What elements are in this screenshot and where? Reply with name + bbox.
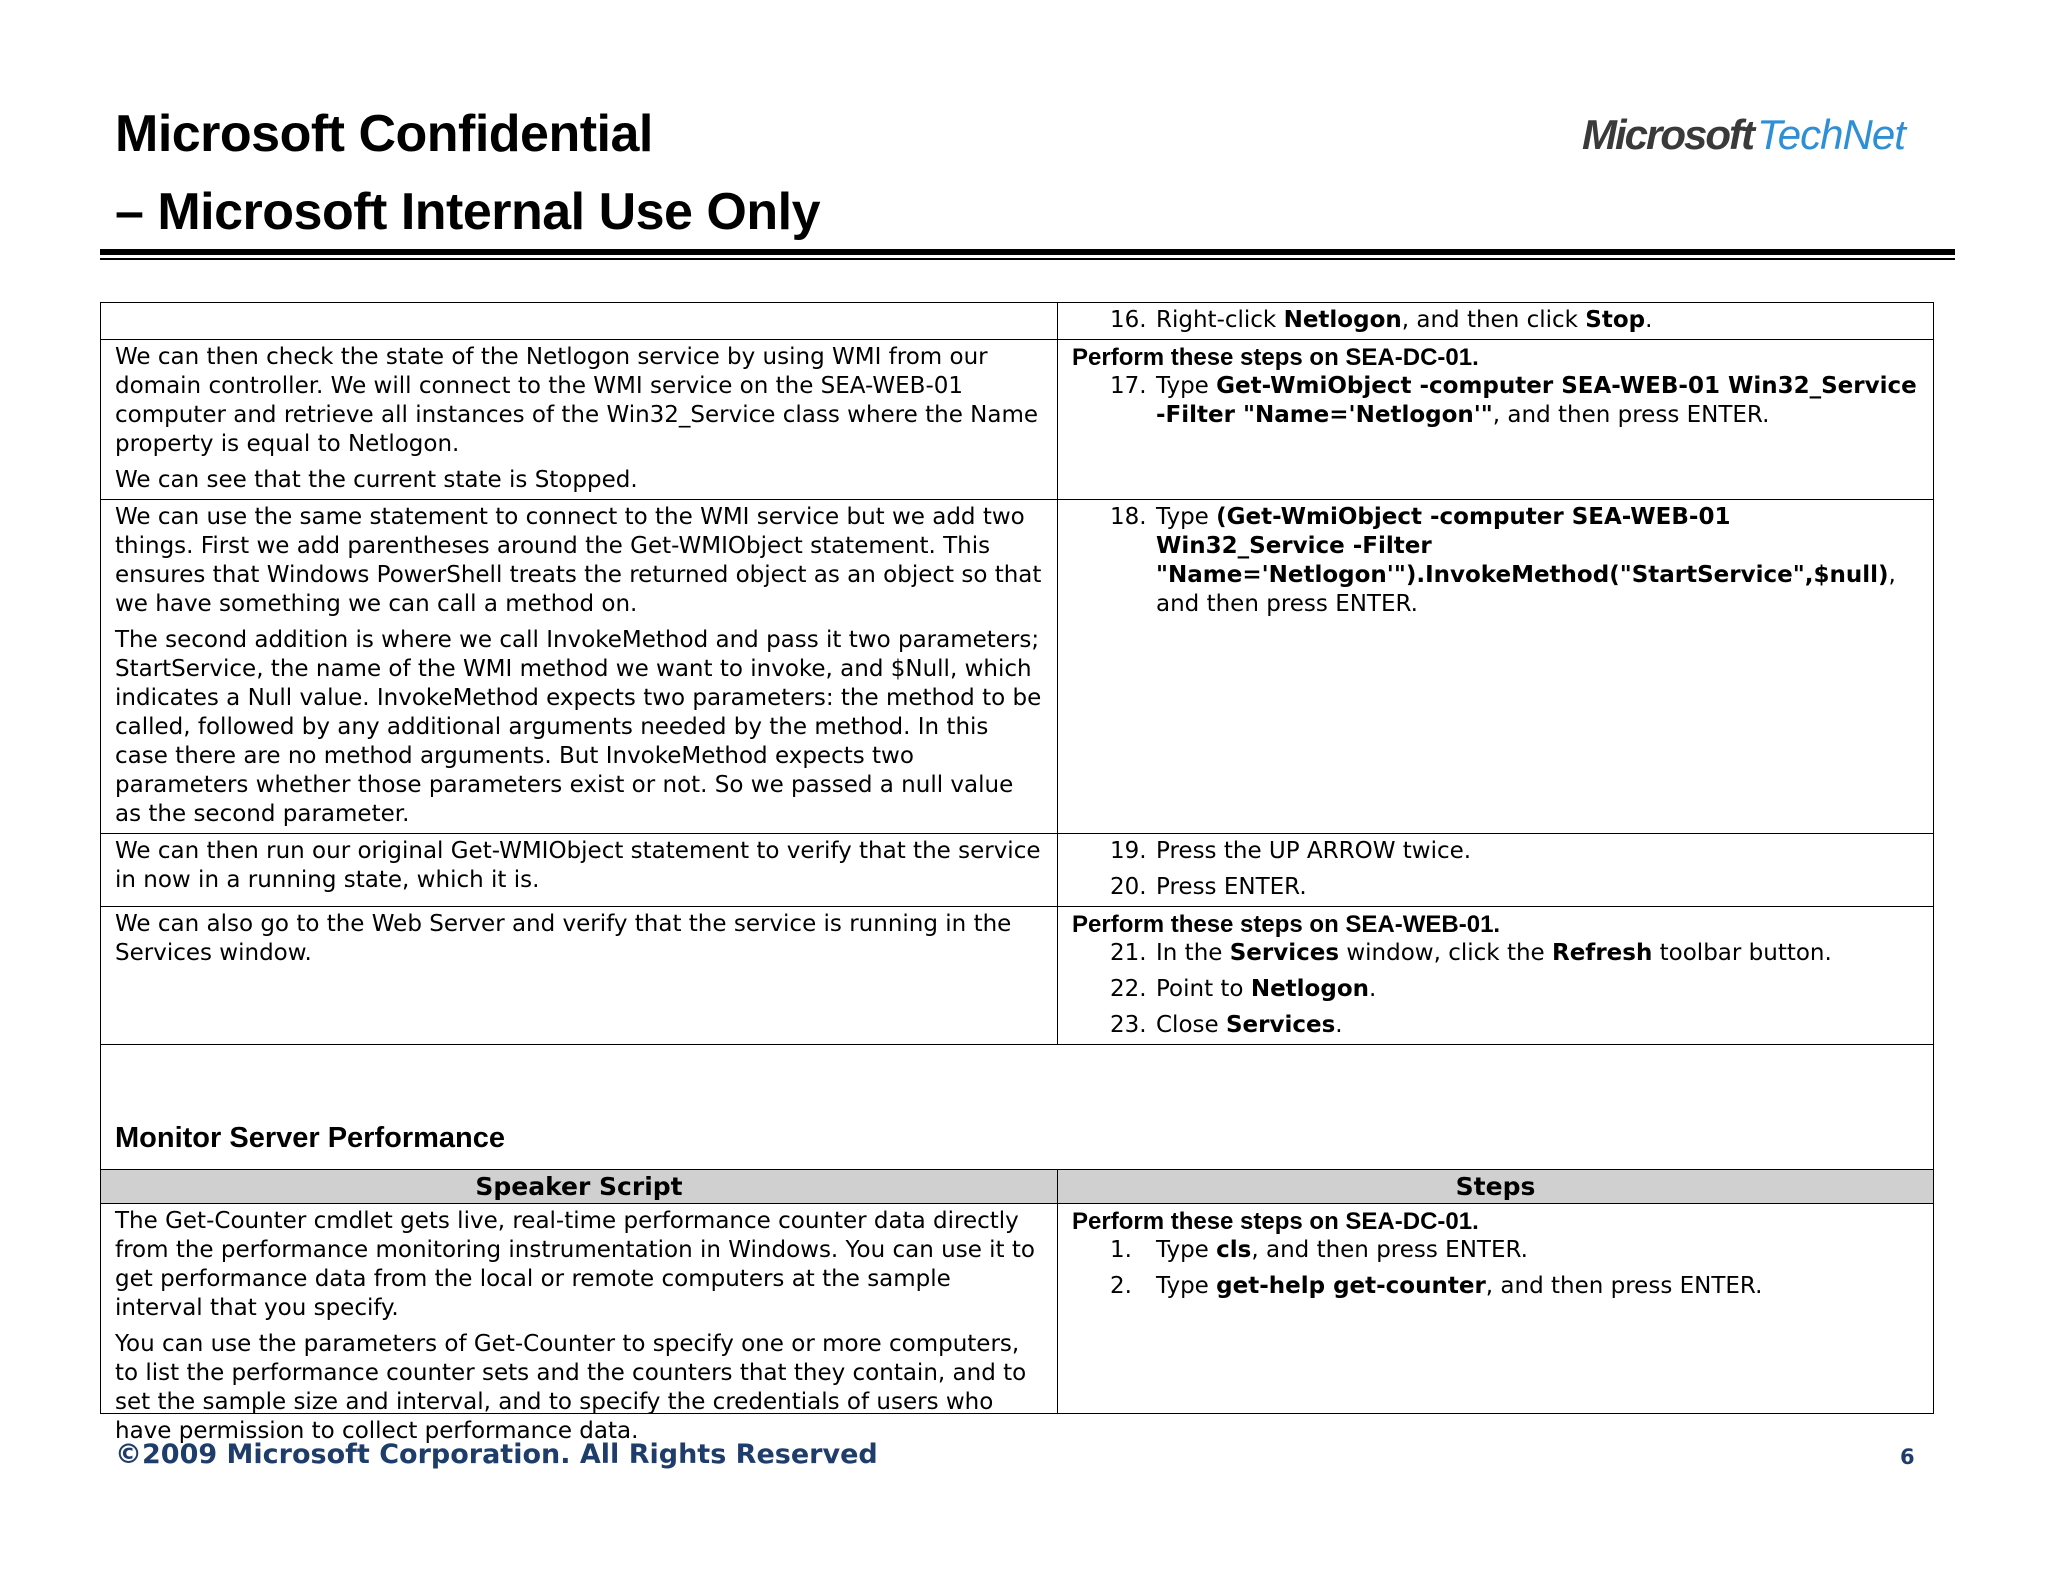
step-text: , and then press ENTER.: [1492, 402, 1770, 428]
speaker-script-cell: [101, 303, 1058, 340]
speaker-script-paragraph: We can see that the current state is Stopped.: [115, 467, 638, 493]
section-heading-row: [101, 1045, 1934, 1170]
steps-list: [1072, 837, 1919, 902]
column-header-steps: Steps: [1058, 1170, 1934, 1204]
header-title: [115, 95, 820, 251]
perform-steps-heading: Perform these steps on SEA-DC-01.: [1072, 344, 1479, 371]
step-number: 2.: [1110, 1273, 1132, 1299]
speaker-script-paragraph: You can use the parameters of Get-Counter to specify one or more computers, to list the performance counter sets and the counters that they contain, and to set the sample size and interval, and to specify the credentials of users who have permission to collect performance data.: [115, 1331, 1027, 1444]
section-heading-cell: [101, 1045, 1934, 1170]
microsoft-technet-logo: [1582, 108, 1905, 162]
steps-list: [1072, 503, 1919, 619]
step-text: Press ENTER.: [1156, 874, 1307, 900]
header-title-line2: – Microsoft Internal Use Only: [115, 183, 820, 241]
step-text: , and then click: [1401, 307, 1586, 333]
step-number: 20.: [1110, 874, 1147, 900]
logo-microsoft: Microsoft: [1582, 111, 1753, 158]
step-number: 1.: [1110, 1237, 1132, 1263]
step-text: , and then press ENTER.: [1485, 1273, 1763, 1299]
steps-list: [1072, 372, 1919, 430]
column-header-speaker-script: Speaker Script: [101, 1170, 1058, 1204]
table-row: [101, 834, 1934, 907]
header-title-line1: Microsoft Confidential: [115, 105, 653, 163]
step-text: Type: [1156, 373, 1217, 399]
list-item: [1072, 873, 1919, 902]
step-command-text: Get-WmiObject -computer SEA-WEB-01 Win32_Service -Filter "Name='Netlogon'": [1156, 373, 1917, 428]
step-text: Press the UP ARROW twice.: [1156, 838, 1472, 864]
perform-steps-heading: Perform these steps on SEA-WEB-01.: [1072, 911, 1501, 938]
step-text: Right-click: [1156, 307, 1284, 333]
table-row: [101, 340, 1934, 500]
step-command-text: Netlogon: [1283, 307, 1402, 333]
list-item: [1072, 975, 1919, 1004]
speaker-script-paragraph: We can also go to the Web Server and verify that the service is running in the Services window.: [115, 911, 1012, 966]
page-number: 6: [1900, 1445, 1915, 1469]
speaker-script-cell: [101, 340, 1058, 500]
list-item: [1072, 372, 1919, 430]
steps-list: [1072, 1236, 1919, 1301]
step-command-text: get-help get-counter: [1216, 1273, 1486, 1299]
speaker-script-paragraph: The Get-Counter cmdlet gets live, real-time performance counter data directly from the performance monitoring instrumentation in Windows. You can use it to get performance data from the local or remote computers at the sample interval that you specify.: [115, 1208, 1035, 1321]
steps-cell: [1058, 1204, 1934, 1414]
speaker-script-paragraph: The second addition is where we call InvokeMethod and pass it two parameters; StartService, the name of the WMI method we want to invoke, and $Null, which indicates a Null value. InvokeMethod expects two parameters: the method to be called, followed by any additional arguments needed by the method. In this case there are no method arguments. But InvokeMethod expects two parameters whether those parameters exist or not. So we passed a null value as the second parameter.: [115, 627, 1042, 827]
speaker-script-cell: [101, 500, 1058, 834]
perform-steps-heading: Perform these steps on SEA-DC-01.: [1072, 1208, 1479, 1235]
script-steps-table: [100, 302, 1934, 1444]
speaker-script-cell: [101, 834, 1058, 907]
step-command-text: Stop: [1585, 307, 1646, 333]
step-command-text: Refresh: [1552, 940, 1653, 966]
table-row: [101, 1204, 1934, 1414]
step-text: Type: [1156, 1273, 1217, 1299]
steps-cell: [1058, 303, 1934, 340]
speaker-script-cell: [101, 907, 1058, 1045]
step-command-text: Services: [1229, 940, 1340, 966]
step-text: In the: [1156, 940, 1230, 966]
header-rule-thin: [100, 258, 1955, 260]
steps-list: [1072, 939, 1919, 1040]
footer-copyright: ©2009 Microsoft Corporation. All Rights Reserved: [115, 1439, 878, 1470]
steps-list: [1072, 306, 1919, 335]
list-item: [1072, 1011, 1919, 1040]
speaker-script-cell: [101, 1204, 1058, 1444]
step-number: 18.: [1110, 504, 1147, 530]
step-text: .: [1335, 1012, 1343, 1038]
list-item: [1072, 837, 1919, 866]
steps-cell: [1058, 907, 1934, 1045]
list-item: [1072, 503, 1919, 619]
step-command-text: (Get-WmiObject -computer SEA-WEB-01 Win32_Service -Filter "Name='Netlogon'").InvokeMethod("StartService",$null): [1156, 504, 1889, 588]
list-item: [1072, 306, 1919, 335]
steps-cell: [1058, 500, 1934, 834]
step-text: Point to: [1156, 976, 1251, 1002]
list-item: [1072, 1236, 1919, 1265]
step-number: 22.: [1110, 976, 1147, 1002]
steps-cell: [1058, 834, 1934, 907]
step-number: 21.: [1110, 940, 1147, 966]
table-row: [101, 500, 1934, 834]
table-row: [101, 907, 1934, 1045]
step-text: , and then press ENTER.: [1156, 562, 1896, 617]
list-item: [1072, 939, 1919, 968]
steps-cell: [1058, 340, 1934, 500]
step-command-text: Netlogon: [1250, 976, 1369, 1002]
step-text: Type: [1156, 1237, 1217, 1263]
logo-technet: TechNet: [1757, 111, 1905, 158]
step-text: .: [1645, 307, 1653, 333]
speaker-script-paragraph: We can then run our original Get-WMIObject statement to verify that the service in now in a running state, which it is.: [115, 838, 1041, 893]
step-command-text: cls: [1216, 1237, 1252, 1263]
section-title: Monitor Server Performance: [115, 1122, 506, 1154]
step-text: window, click the: [1339, 940, 1552, 966]
step-text: .: [1369, 976, 1377, 1002]
step-text: Type: [1156, 504, 1217, 530]
step-text: toolbar button.: [1652, 940, 1832, 966]
header-rule-thick: [100, 249, 1955, 255]
step-text: , and then press ENTER.: [1251, 1237, 1528, 1263]
table-row: [101, 303, 1934, 340]
list-item: [1072, 1272, 1919, 1301]
column-header-row: [101, 1170, 1934, 1204]
step-number: 23.: [1110, 1012, 1147, 1038]
step-text: Close: [1156, 1012, 1226, 1038]
step-number: 19.: [1110, 838, 1147, 864]
step-number: 17.: [1110, 373, 1147, 399]
step-number: 16.: [1110, 307, 1147, 333]
speaker-script-paragraph: We can use the same statement to connect to the WMI service but we add two things. First we add parentheses around the Get-WMIObject statement. This ensures that Windows PowerShell treats the returned object as an object so that we have something we can call a method on.: [115, 504, 1042, 617]
step-command-text: Services: [1225, 1012, 1336, 1038]
speaker-script-paragraph: We can then check the state of the Netlogon service by using WMI from our domain controller. We will connect to the WMI service on the SEA-WEB-01 computer and retrieve all instances of the Win32_Service class where the Name property is equal to Netlogon.: [115, 344, 1039, 457]
